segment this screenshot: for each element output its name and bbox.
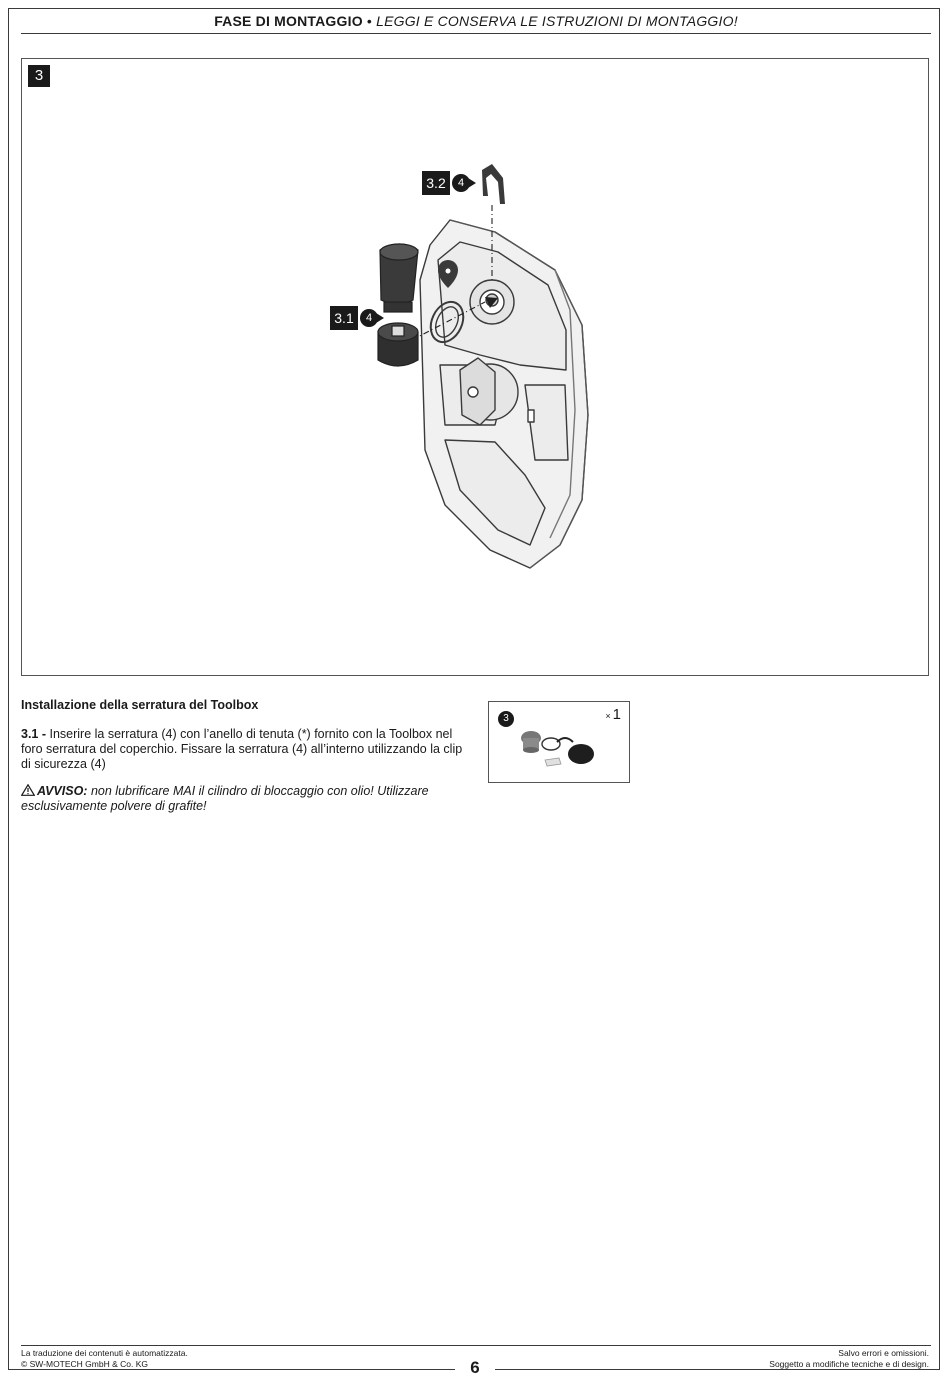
footer-left <box>21 1348 188 1369</box>
parts-quantity <box>605 706 621 723</box>
header-subtitle: LEGGI E CONSERVA LE ISTRUZIONI DI MONTAGGIO! <box>376 13 738 29</box>
callout-part-3-1: 4 <box>360 309 378 327</box>
page-number: 6 <box>455 1358 495 1378</box>
changes-note: Soggetto a modifiche tecniche e di design. <box>769 1358 929 1369</box>
header-separator: • <box>362 13 377 29</box>
header-divider <box>21 33 931 34</box>
copyright-note: © SW-MOTECH GmbH & Co. KG <box>21 1358 149 1369</box>
quantity-value: 1 <box>612 706 621 723</box>
quantity-prefix: × <box>605 711 611 721</box>
footer-right <box>769 1348 929 1369</box>
parts-list-box <box>488 701 630 783</box>
warning-label: AVVISO: <box>37 784 88 798</box>
callout-part-3-2: 4 <box>452 174 470 192</box>
translation-note: La traduzione dei contenuti è automatizzata. <box>21 1348 188 1358</box>
parts-number-badge: 3 <box>498 711 514 727</box>
warning-text: non lubrificare MAI il cilindro di bloccaggio con olio! Utilizzare esclusivamente polvere di grafite! <box>21 784 429 813</box>
step-instruction <box>21 727 471 772</box>
footer-divider <box>21 1345 931 1346</box>
instruction-text <box>21 698 471 814</box>
lock-parts-image <box>515 724 615 776</box>
step-description: Inserire la serratura (4) con l’anello di tenuta (*) fornito con la Toolbox nel foro serratura del coperchio. Fissare la serratura (4) all’interno utilizzando la clip di sicurezza (4) <box>21 727 463 771</box>
errors-note: Salvo errori e omissioni. <box>838 1348 929 1358</box>
toolbox-lid-drawing <box>320 160 600 580</box>
callout-tag-3-1: 3.1 <box>330 306 358 330</box>
figure-step-badge: 3 <box>28 65 50 87</box>
section-title: Installazione della serratura del Toolbox <box>21 698 259 712</box>
step-number: 3.1 - <box>21 727 47 741</box>
warning-triangle-icon <box>21 784 35 796</box>
warning-note <box>21 784 471 814</box>
page-header <box>21 10 931 32</box>
header-title: FASE DI MONTAGGIO <box>214 13 363 29</box>
callout-tag-3-2: 3.2 <box>422 171 450 195</box>
